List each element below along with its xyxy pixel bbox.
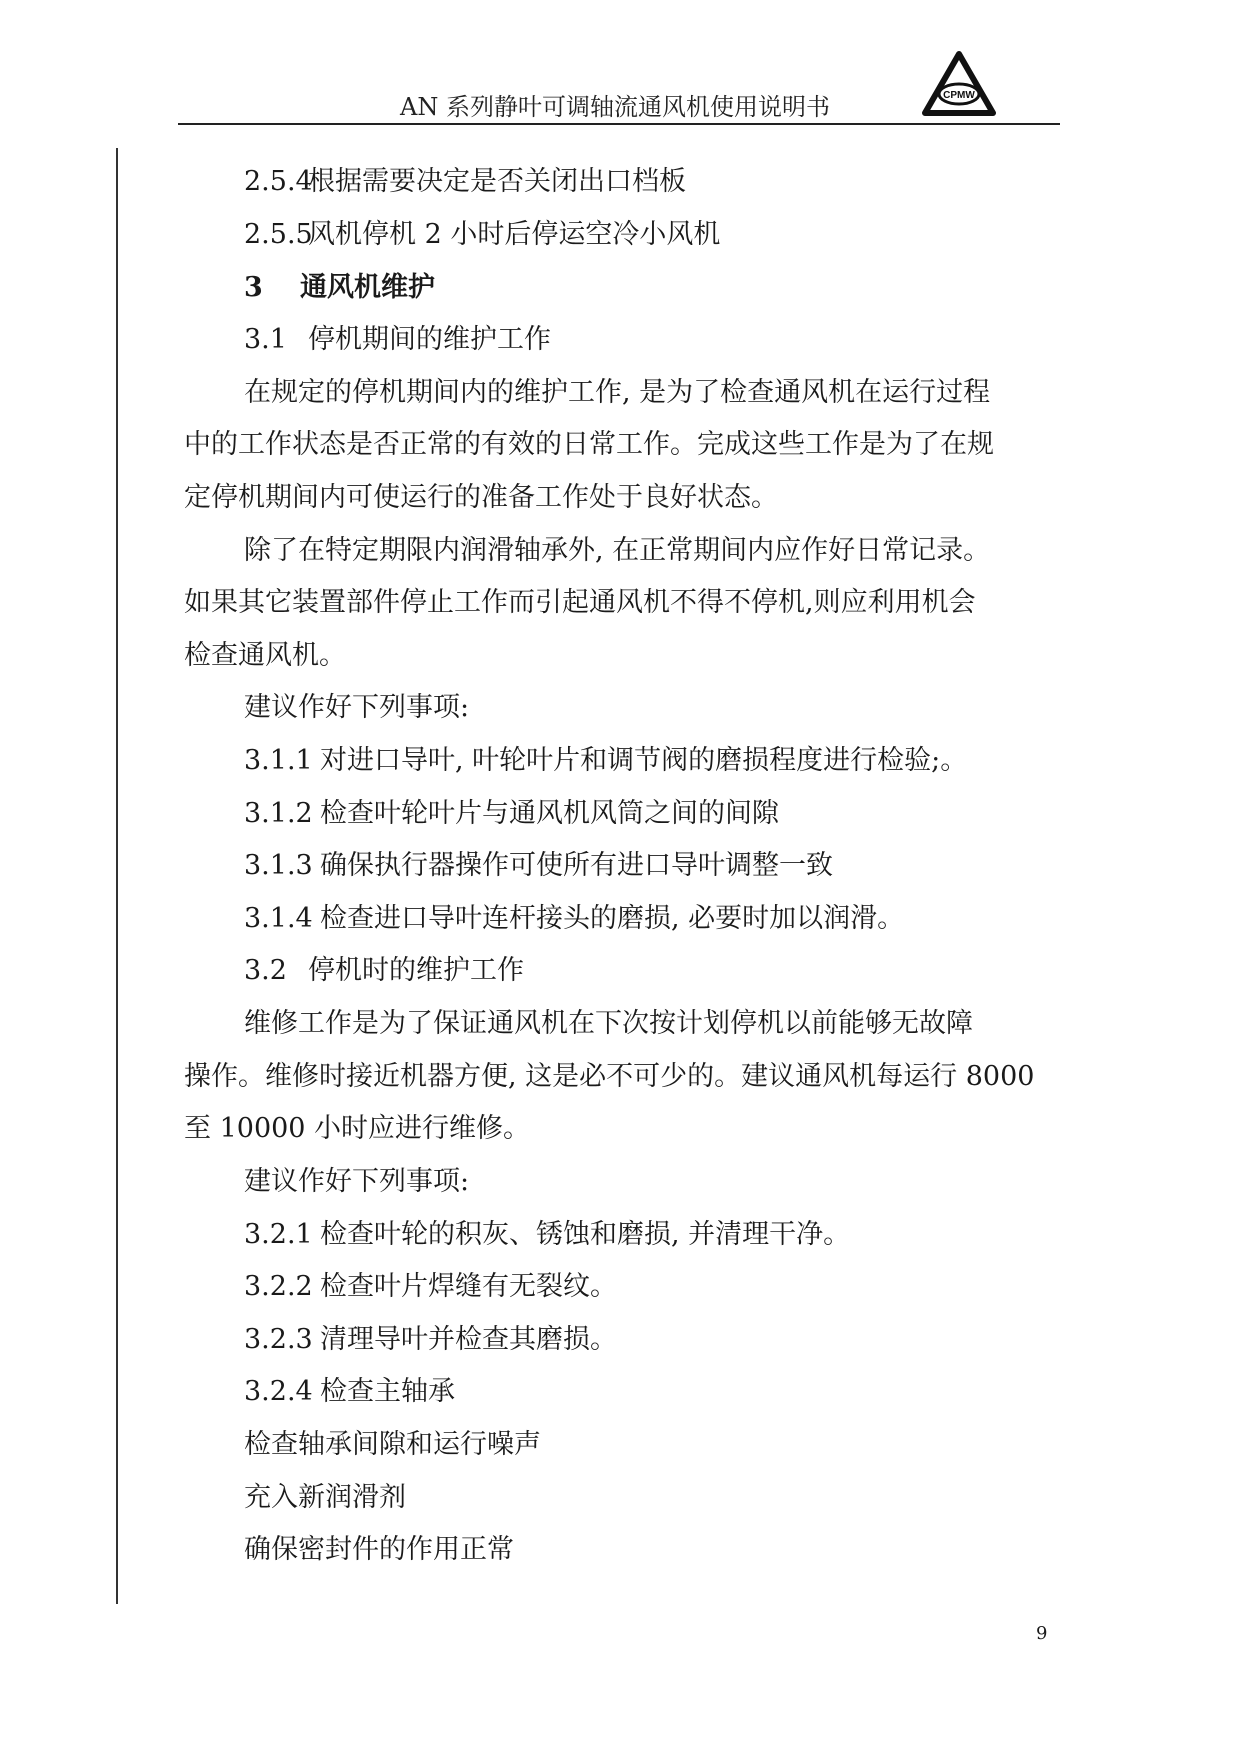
paragraph-line: 在规定的停机期间内的维护工作, 是为了检查通风机在运行过程 bbox=[244, 377, 991, 408]
section-text: 检查叶轮叶片与通风机风筒之间的间隙 bbox=[320, 798, 779, 829]
paragraph-line: 除了在特定期限内润滑轴承外, 在正常期间内应作好日常记录。 bbox=[244, 535, 991, 566]
section-number: 3.1.4 bbox=[244, 903, 313, 934]
section-number: 3.2.4 bbox=[244, 1376, 313, 1407]
section-2-5-5 bbox=[244, 213, 720, 257]
section-title: 通风机维护 bbox=[300, 272, 435, 303]
section-3-1-3 bbox=[244, 844, 833, 888]
logo-text: CPMW bbox=[943, 90, 975, 101]
section-number: 3.1 bbox=[244, 324, 287, 355]
section-number: 3.2 bbox=[244, 955, 287, 986]
section-text: 检查主轴承 bbox=[320, 1376, 455, 1407]
list-item: 检查轴承间隙和运行噪声 bbox=[244, 1429, 541, 1460]
section-number: 3.1.2 bbox=[244, 798, 313, 829]
page-number: 9 bbox=[1036, 1623, 1048, 1644]
section-text: 根据需要决定是否关闭出口档板 bbox=[308, 166, 686, 197]
section-text: 停机期间的维护工作 bbox=[308, 324, 551, 355]
section-3-2-2 bbox=[244, 1265, 617, 1309]
paragraph-line: 建议作好下列事项: bbox=[244, 1166, 470, 1197]
paragraph-line: 操作。维修时接近机器方便, 这是必不可少的。建议通风机每运行 8000 bbox=[184, 1061, 1035, 1092]
section-text: 停机时的维护工作 bbox=[308, 955, 524, 986]
section-number: 3 bbox=[244, 272, 263, 303]
section-3-heading bbox=[244, 266, 435, 310]
paragraph-line: 中的工作状态是否正常的有效的日常工作。完成这些工作是为了在规 bbox=[184, 429, 994, 460]
list-item: 确保密封件的作用正常 bbox=[244, 1534, 514, 1565]
section-number: 2.5.4 bbox=[244, 166, 313, 197]
paragraph-line: 建议作好下列事项: bbox=[244, 692, 470, 723]
section-3-2 bbox=[244, 949, 524, 993]
section-text: 风机停机 2 小时后停运空冷小风机 bbox=[308, 219, 721, 250]
section-number: 3.2.2 bbox=[244, 1271, 313, 1302]
paragraph-line: 如果其它装置部件停止工作而引起通风机不得不停机,则应利用机会 bbox=[184, 587, 976, 618]
section-number: 3.2.1 bbox=[244, 1219, 313, 1250]
section-3-1-2 bbox=[244, 792, 779, 836]
list-item: 充入新润滑剂 bbox=[244, 1482, 406, 1513]
document-header-title: AN 系列静叶可调轴流通风机使用说明书 bbox=[400, 93, 830, 121]
section-text: 对进口导叶, 叶轮叶片和调节阀的磨损程度进行检验;。 bbox=[320, 745, 968, 776]
section-3-1-4 bbox=[244, 897, 904, 941]
paragraph-line: 检查通风机。 bbox=[184, 640, 346, 671]
section-3-2-1 bbox=[244, 1213, 850, 1257]
section-3-1-1 bbox=[244, 739, 967, 783]
header-divider bbox=[178, 123, 1060, 125]
section-text: 检查进口导叶连杆接头的磨损, 必要时加以润滑。 bbox=[320, 903, 905, 934]
company-logo bbox=[922, 50, 996, 120]
section-text: 确保执行器操作可使所有进口导叶调整一致 bbox=[320, 850, 833, 881]
section-number: 3.1.1 bbox=[244, 745, 313, 776]
section-3-2-3 bbox=[244, 1318, 617, 1362]
section-3-2-4 bbox=[244, 1370, 455, 1414]
section-number: 2.5.5 bbox=[244, 219, 313, 250]
section-text: 检查叶轮的积灰、锈蚀和磨损, 并清理干净。 bbox=[320, 1219, 851, 1250]
section-2-5-4 bbox=[244, 160, 686, 204]
paragraph-line: 至 10000 小时应进行维修。 bbox=[184, 1113, 531, 1144]
section-3-1 bbox=[244, 318, 551, 362]
section-number: 3.1.3 bbox=[244, 850, 313, 881]
paragraph-line: 维修工作是为了保证通风机在下次按计划停机以前能够无故障 bbox=[244, 1008, 973, 1039]
paragraph-line: 定停机期间内可使运行的准备工作处于良好状态。 bbox=[184, 482, 778, 513]
section-text: 检查叶片焊缝有无裂纹。 bbox=[320, 1271, 617, 1302]
section-number: 3.2.3 bbox=[244, 1324, 313, 1355]
left-margin-rule bbox=[116, 148, 118, 1604]
section-text: 清理导叶并检查其磨损。 bbox=[320, 1324, 617, 1355]
